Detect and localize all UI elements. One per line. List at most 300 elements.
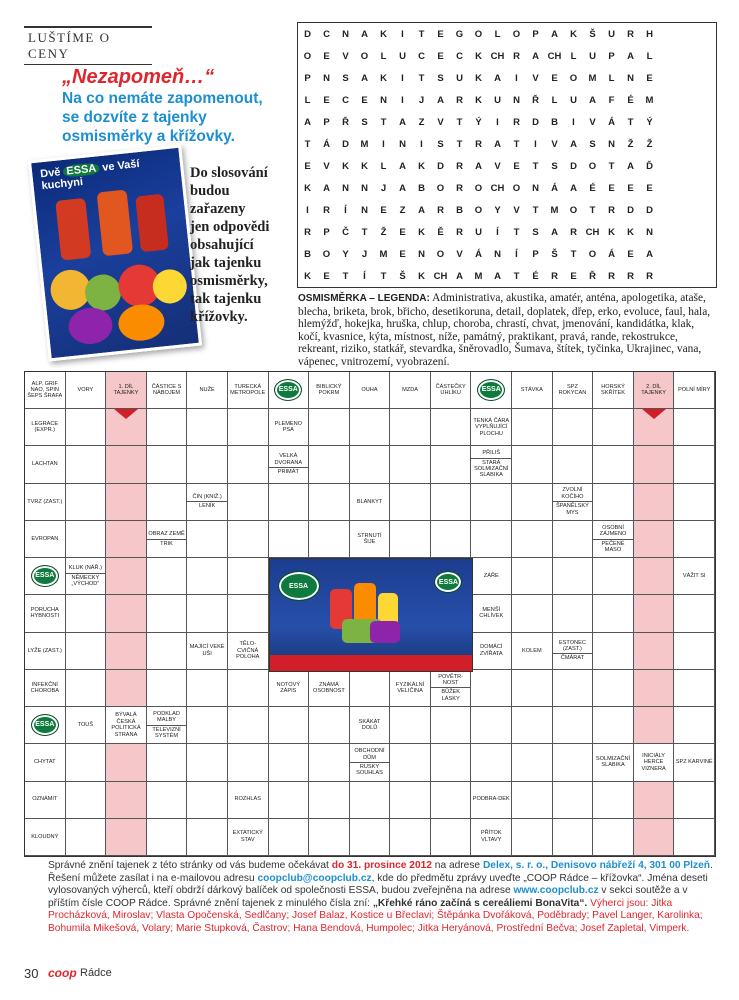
word-grid-letter: O: [436, 182, 445, 194]
word-grid-letter: T: [532, 204, 539, 216]
crossword-answer-cell[interactable]: [674, 595, 715, 632]
crossword-clue-cell: [512, 633, 553, 670]
word-grid-letter: O: [474, 28, 483, 40]
word-grid-letter: C: [456, 50, 463, 62]
crossword-answer-cell[interactable]: [147, 633, 188, 670]
crossword-header-clue: [553, 372, 594, 409]
headline-line-2: se dozvíte z tajenky: [62, 109, 207, 126]
crossword-answer-cell[interactable]: [431, 521, 472, 558]
word-grid-letter: E: [646, 72, 653, 84]
crossword-grid: [24, 371, 716, 857]
crossword-answer-cell[interactable]: [309, 521, 350, 558]
word-grid-letter: V: [513, 204, 520, 216]
crossword-answer-cell[interactable]: [471, 744, 512, 781]
crossword-answer-cell[interactable]: [512, 707, 553, 744]
word-grid-letter: Ý: [646, 116, 653, 128]
word-grid-letter: T: [513, 138, 520, 150]
word-grid-letter: E: [437, 28, 444, 40]
word-grid-letter: K: [627, 226, 634, 238]
crossword-answer-cell[interactable]: [66, 484, 107, 521]
clue-text: VÁŽIT SI: [682, 573, 706, 580]
word-grid-letter: R: [627, 270, 634, 282]
crossword-answer-cell[interactable]: [66, 595, 107, 632]
crossword-answer-cell[interactable]: [553, 670, 594, 707]
crossword-answer-cell[interactable]: [674, 484, 715, 521]
crossword-answer-cell[interactable]: [471, 670, 512, 707]
crossword-answer-cell[interactable]: [634, 670, 675, 707]
crossword-answer-cell[interactable]: [269, 521, 310, 558]
crossword-answer-cell[interactable]: [106, 819, 147, 856]
clue-text: NĚMECKY „VÝCHOD“: [66, 573, 106, 589]
crossword-clue-cell: [471, 446, 512, 483]
word-grid-letter: Ě: [437, 226, 444, 238]
crossword-answer-cell[interactable]: [228, 670, 269, 707]
clue-text: ŠPANĚLSKÝ MYS: [553, 501, 593, 517]
crossword-answer-cell[interactable]: [147, 670, 188, 707]
word-grid-letter: Š: [589, 28, 596, 40]
crossword-answer-cell[interactable]: [593, 819, 634, 856]
crossword-clue-cell: [66, 558, 107, 595]
word-grid-row: [298, 45, 716, 67]
crossword-answer-cell[interactable]: [593, 484, 634, 521]
crossword-answer-cell[interactable]: [187, 670, 228, 707]
magazine-name: Rádce: [80, 967, 112, 979]
word-grid-letter: N: [513, 94, 520, 106]
crossword-answer-cell[interactable]: [66, 670, 107, 707]
crossword-answer-cell[interactable]: [309, 484, 350, 521]
crossword-answer-cell[interactable]: [269, 744, 310, 781]
crossword-answer-cell[interactable]: [228, 744, 269, 781]
word-grid-letter: N: [608, 138, 615, 150]
crossword-answer-cell[interactable]: [228, 446, 269, 483]
crossword-header-clue: [471, 372, 512, 409]
crossword-answer-cell[interactable]: [228, 595, 269, 632]
word-grid-row: [298, 133, 716, 155]
fruit-shape: [97, 189, 134, 256]
crossword-clue-cell: [390, 670, 431, 707]
clue-text: OZNÁMIT: [32, 796, 58, 803]
crossword-answer-cell[interactable]: [106, 521, 147, 558]
word-grid-letter: R: [456, 94, 463, 106]
word-grid-letter: M: [379, 248, 388, 260]
word-grid-letter: K: [418, 160, 425, 172]
clue-text: PŘILIŠ: [482, 450, 501, 457]
word-grid-letter: S: [437, 72, 444, 84]
website-link[interactable]: www.coopclub.cz: [513, 885, 599, 897]
clue-text: MENŠÍ CHLÍVEK: [479, 607, 504, 620]
clue-text: ZÁŘE: [483, 573, 499, 580]
crossword-answer-cell[interactable]: [66, 782, 107, 819]
word-grid-letter: K: [475, 50, 482, 62]
word-grid-letter: B: [418, 182, 425, 194]
crossword-header-clue: [431, 372, 472, 409]
crossword-answer-cell[interactable]: [674, 707, 715, 744]
side-text: [190, 164, 282, 326]
clue-text: SPZ KARVINÉ: [675, 759, 713, 766]
crossword-answer-cell[interactable]: [147, 409, 188, 446]
crossword-clue-cell: [553, 484, 594, 521]
crossword-answer-cell[interactable]: [187, 744, 228, 781]
crossword-answer-cell[interactable]: [66, 633, 107, 670]
crossword-row-clue: [25, 446, 66, 483]
crossword-answer-cell[interactable]: [431, 484, 472, 521]
crossword-answer-cell[interactable]: [390, 744, 431, 781]
crossword-answer-cell[interactable]: [553, 819, 594, 856]
crossword-answer-cell[interactable]: [66, 819, 107, 856]
crossword-answer-cell[interactable]: [228, 409, 269, 446]
word-grid-letter: I: [496, 116, 499, 128]
crossword-answer-cell[interactable]: [309, 707, 350, 744]
clue-text: LEGRACE (EXPR.): [31, 420, 59, 434]
word-grid-letter: L: [646, 50, 653, 62]
headline: [62, 66, 282, 146]
crossword-answer-cell[interactable]: [674, 633, 715, 670]
word-grid-letter: V: [437, 116, 444, 128]
crossword-answer-cell[interactable]: [187, 446, 228, 483]
crossword-answer-cell[interactable]: [593, 670, 634, 707]
crossword-clue-cell: [350, 521, 391, 558]
crossword-clue-cell: [269, 670, 310, 707]
word-grid-letter: O: [588, 248, 597, 260]
word-grid-letter: O: [436, 248, 445, 260]
crossword-answer-cell[interactable]: [390, 707, 431, 744]
crossword-answer-cell[interactable]: [390, 484, 431, 521]
crossword-clue-cell: [269, 446, 310, 483]
word-grid-letter: S: [589, 138, 596, 150]
crossword-answer-cell[interactable]: [66, 446, 107, 483]
crossword-answer-cell[interactable]: [634, 521, 675, 558]
crossword-answer-cell[interactable]: [431, 707, 472, 744]
crossword-answer-cell[interactable]: [390, 521, 431, 558]
crossword-answer-cell[interactable]: [634, 484, 675, 521]
word-grid-letter: S: [342, 72, 349, 84]
word-grid-letter: N: [380, 94, 387, 106]
crossword-clue-cell: [593, 744, 634, 781]
crossword-answer-cell[interactable]: [350, 782, 391, 819]
crossword-answer-cell[interactable]: [634, 633, 675, 670]
crossword-answer-cell[interactable]: [553, 409, 594, 446]
winners-list: Jitka Procházková, Miroslav; Vlasta Opočenská, Sedlčany; Josef Balaz, Kostice u Břeclavi; Štěpánka Dvořáková, Poděbrady; Pavel Langer, Karolinka; Bohumila Mikešová, Volary; Marie Stupková, Častrov; Hana Bendová, Humpolec; Jitka Heryánová, Prostřední Bečva; Josef Zapletal, Vimperk.: [48, 897, 703, 934]
crossword-answer-cell[interactable]: [187, 782, 228, 819]
crossword-answer-cell[interactable]: [553, 782, 594, 819]
crossword-row-clue: [25, 521, 66, 558]
crossword-answer-cell[interactable]: [228, 521, 269, 558]
crossword-answer-cell[interactable]: [512, 558, 553, 595]
crossword-answer-cell[interactable]: [350, 670, 391, 707]
crossword-answer-cell[interactable]: [553, 446, 594, 483]
word-grid-letter: K: [304, 182, 311, 194]
word-grid-letter: T: [418, 72, 425, 84]
crossword-clue-cell: [471, 558, 512, 595]
word-grid-letter: R: [513, 50, 520, 62]
crossword-answer-cell[interactable]: [674, 670, 715, 707]
clue-text: NOTOVÝ ZÁPIS: [276, 681, 301, 694]
clue-text: TENKÁ ČÁRA VYPLŇUJÍCÍ PLOCHU: [473, 417, 510, 437]
word-grid-letter: Ž: [627, 138, 634, 150]
word-grid-letter: M: [550, 204, 559, 216]
crossword-answer-cell[interactable]: [390, 446, 431, 483]
word-grid-letter: E: [304, 160, 311, 172]
crossword-answer-cell[interactable]: [106, 484, 147, 521]
clue-text: TURECKÁ METROPOLE: [230, 383, 266, 397]
word-grid-letter: T: [361, 226, 368, 238]
essa-logo-icon: ESSA: [434, 571, 462, 593]
tajenka-start-marker: [642, 409, 666, 419]
crossword-answer-cell[interactable]: [634, 595, 675, 632]
side-text-line: tak tajenku: [190, 291, 262, 307]
crossword-clue-cell: [471, 819, 512, 856]
crossword-clue-cell: [106, 707, 147, 744]
word-grid-letter: E: [323, 270, 330, 282]
crossword-answer-cell[interactable]: [309, 744, 350, 781]
crossword-answer-cell[interactable]: [350, 409, 391, 446]
crossword-answer-cell[interactable]: [390, 782, 431, 819]
crossword-answer-cell[interactable]: [106, 446, 147, 483]
word-grid-letter: A: [494, 72, 501, 84]
crossword-answer-cell[interactable]: [147, 744, 188, 781]
crossword-answer-cell[interactable]: [106, 633, 147, 670]
crossword-answer-cell[interactable]: [512, 670, 553, 707]
crossword-answer-cell[interactable]: [147, 782, 188, 819]
clue-text: TRIK: [147, 539, 187, 548]
crossword-answer-cell[interactable]: [106, 782, 147, 819]
deadline-date: do 31. prosince 2012: [331, 860, 432, 871]
crossword-answer-cell[interactable]: [106, 595, 147, 632]
crossword-answer-cell[interactable]: [634, 446, 675, 483]
crossword-answer-cell[interactable]: [187, 819, 228, 856]
crossword-answer-cell[interactable]: [431, 744, 472, 781]
poster-title-prefix: Dvě: [39, 166, 62, 181]
word-grid-letter: V: [494, 160, 501, 172]
legend-text: Administrativa, akustika, amatér, anténa, apologetika, ataše, blecha, briketa, brok, břicho, desetikoruna, detail, doplatek, dřep, erko, evoluce, faul, hala, hlemýžď, hokejka, hruška, chlup, choroba, chrastí, chvat, jmenování, kandidátka, klak, kočí, kvasnice, kýta, místnost, níže, památný, praktikant, pravá, rande, rekostrukce, rekreant, riziko, statkář, stevardka, šněrovadlo, Šumava, štítek, tyčinka, Ukrajinec, vana, vápenec, vnitrozemí, vyobrazení.: [298, 292, 711, 368]
word-grid-letter: E: [627, 248, 634, 260]
word-grid-letter: Y: [494, 204, 501, 216]
crossword-answer-cell[interactable]: [512, 484, 553, 521]
crossword-answer-cell[interactable]: [187, 521, 228, 558]
word-grid-letter: Á: [323, 138, 330, 150]
word-grid-letter: T: [304, 138, 311, 150]
crossword-answer-cell[interactable]: [147, 819, 188, 856]
crossword-answer-cell[interactable]: [390, 409, 431, 446]
crossword-answer-cell[interactable]: [512, 521, 553, 558]
word-grid-letter: E: [399, 226, 406, 238]
crossword-row-clue: [25, 670, 66, 707]
clue-text: CHYTAT: [34, 759, 56, 766]
word-grid-letter: T: [589, 204, 596, 216]
crossword-answer-cell[interactable]: [593, 409, 634, 446]
crossword-answer-cell[interactable]: [228, 707, 269, 744]
crossword-answer-cell[interactable]: [553, 521, 594, 558]
crossword-answer-cell[interactable]: [350, 446, 391, 483]
crossword-answer-cell[interactable]: [228, 558, 269, 595]
word-grid-letter: Á: [551, 182, 558, 194]
crossword-answer-cell[interactable]: [593, 446, 634, 483]
crossword-answer-cell[interactable]: [390, 819, 431, 856]
clue-text: TELEVIZNÍ SYSTÉM: [147, 725, 187, 741]
word-grid-letter: N: [646, 226, 653, 238]
clue-text: PEČENÉ MASO: [593, 539, 633, 555]
crossword-answer-cell[interactable]: [512, 782, 553, 819]
crossword-answer-cell[interactable]: [309, 446, 350, 483]
footer-text-part: Správné znění tajenek z této stránky od vás budeme očekávat: [48, 860, 332, 871]
word-grid-row: [298, 23, 716, 45]
crossword-answer-cell[interactable]: [309, 409, 350, 446]
side-text-line: osmisměrky,: [190, 273, 268, 289]
crossword-answer-cell[interactable]: [147, 595, 188, 632]
word-grid-row: [298, 155, 716, 177]
clue-text: LACHTAN: [31, 461, 58, 468]
crossword-answer-cell[interactable]: [106, 558, 147, 595]
word-grid-letter: A: [494, 138, 501, 150]
word-grid-letter: R: [475, 138, 482, 150]
crossword-answer-cell[interactable]: [228, 484, 269, 521]
crossword-answer-cell[interactable]: [431, 409, 472, 446]
word-grid-letter: K: [418, 270, 425, 282]
crossword-answer-cell[interactable]: [66, 521, 107, 558]
word-search-grid: [297, 22, 717, 288]
word-grid-letter: P: [323, 226, 330, 238]
crossword-answer-cell[interactable]: [593, 595, 634, 632]
word-grid-letter: Ý: [475, 116, 482, 128]
essa-logo-icon: ESSA: [31, 565, 59, 587]
word-grid-letter: A: [570, 182, 577, 194]
crossword-answer-cell[interactable]: [512, 744, 553, 781]
word-grid-letter: U: [570, 94, 577, 106]
crossword-answer-cell[interactable]: [147, 446, 188, 483]
crossword-row-clue: [25, 409, 66, 446]
word-grid-letter: E: [437, 50, 444, 62]
word-grid-letter: E: [323, 50, 330, 62]
word-grid-letter: L: [304, 94, 311, 106]
crossword-answer-cell[interactable]: [674, 782, 715, 819]
crossword-clue-cell: [187, 484, 228, 521]
footer-text: [48, 860, 718, 936]
crossword-clue-cell: [553, 633, 594, 670]
crossword-answer-cell[interactable]: [309, 819, 350, 856]
clue-text: PLEMENO PSA: [274, 420, 302, 434]
word-grid-letter: K: [418, 226, 425, 238]
crossword-answer-cell[interactable]: [634, 558, 675, 595]
crossword-answer-cell[interactable]: [66, 409, 107, 446]
clue-text: 2. DÍL TAJENKY: [641, 383, 666, 397]
crossword-answer-cell[interactable]: [593, 707, 634, 744]
crossword-answer-cell[interactable]: [674, 409, 715, 446]
crossword-answer-cell[interactable]: [187, 707, 228, 744]
word-grid-letter: T: [532, 160, 539, 172]
word-grid-letter: Í: [515, 248, 518, 260]
word-grid-row: [298, 243, 716, 265]
crossword-answer-cell[interactable]: [471, 707, 512, 744]
word-grid-letter: Ž: [646, 138, 653, 150]
word-grid-letter: I: [572, 116, 575, 128]
crossword-answer-cell[interactable]: [634, 819, 675, 856]
crossword-answer-cell[interactable]: [593, 633, 634, 670]
word-grid-letter: L: [380, 50, 387, 62]
word-grid-letter: I: [420, 138, 423, 150]
clue-text: SPZ ROKYCAN: [558, 383, 587, 397]
crossword-answer-cell[interactable]: [674, 521, 715, 558]
word-grid-letter: E: [380, 204, 387, 216]
word-grid-letter: T: [570, 248, 577, 260]
word-grid-letter: B: [304, 248, 311, 260]
crossword-answer-cell[interactable]: [593, 782, 634, 819]
crossword-row-clue: [25, 707, 66, 744]
crossword-answer-cell[interactable]: [634, 782, 675, 819]
crossword-answer-cell[interactable]: [187, 558, 228, 595]
crossword-answer-cell[interactable]: [269, 819, 310, 856]
clue-text: LENÍK: [187, 501, 227, 510]
word-grid-letter: D: [646, 204, 653, 216]
crossword-answer-cell[interactable]: [512, 446, 553, 483]
crossword-answer-cell[interactable]: [187, 409, 228, 446]
word-grid-letter: L: [380, 160, 387, 172]
clue-text: PŘÍTOK VLTAVY: [480, 830, 502, 843]
crossword-answer-cell[interactable]: [431, 782, 472, 819]
crossword-answer-cell[interactable]: [512, 819, 553, 856]
crossword-clue-cell: [228, 782, 269, 819]
word-grid-letter: A: [399, 116, 406, 128]
word-grid-letter: I: [515, 72, 518, 84]
crossword-header-clue: [106, 372, 147, 409]
crossword-answer-cell[interactable]: [674, 446, 715, 483]
crossword-answer-cell[interactable]: [309, 782, 350, 819]
crossword-answer-cell[interactable]: [674, 819, 715, 856]
product-shape: [370, 621, 400, 643]
clue-text: ČMÁRAT: [553, 653, 593, 662]
crossword-answer-cell[interactable]: [147, 484, 188, 521]
crossword-answer-cell[interactable]: [269, 782, 310, 819]
clue-text: BLANKYT: [356, 498, 383, 505]
crossword-answer-cell[interactable]: [106, 670, 147, 707]
word-grid-letter: A: [551, 28, 558, 40]
crossword-answer-cell[interactable]: [350, 819, 391, 856]
crossword-answer-cell[interactable]: [471, 484, 512, 521]
crossword-answer-cell[interactable]: [512, 595, 553, 632]
word-grid-row: [298, 221, 716, 243]
word-grid-letter: T: [418, 28, 425, 40]
crossword-answer-cell[interactable]: [553, 595, 594, 632]
section-title: LUŠTÍME O CENY: [24, 26, 152, 65]
crossword-answer-cell[interactable]: [106, 744, 147, 781]
crossword-answer-cell[interactable]: [147, 558, 188, 595]
crossword-answer-cell[interactable]: [471, 521, 512, 558]
crossword-answer-cell[interactable]: [187, 595, 228, 632]
word-grid-letter: F: [608, 94, 615, 106]
clue-text: RUSKY SOUHLAS: [350, 762, 390, 778]
clue-text: VORY: [77, 386, 94, 393]
crossword-answer-cell[interactable]: [553, 744, 594, 781]
word-grid-letter: V: [532, 72, 539, 84]
crossword-clue-cell: [674, 558, 715, 595]
crossword-clue-cell: [350, 707, 391, 744]
crossword-answer-cell[interactable]: [634, 707, 675, 744]
crossword-answer-cell[interactable]: [269, 484, 310, 521]
crossword-answer-cell[interactable]: [553, 558, 594, 595]
word-grid-letter: D: [437, 160, 444, 172]
crossword-answer-cell[interactable]: [431, 446, 472, 483]
crossword-answer-cell[interactable]: [66, 744, 107, 781]
crossword-answer-cell[interactable]: [269, 707, 310, 744]
word-grid-letter: P: [532, 248, 539, 260]
word-grid-letter: P: [323, 116, 330, 128]
email-link[interactable]: coopclub@coopclub.cz: [257, 872, 372, 884]
crossword-answer-cell[interactable]: [431, 819, 472, 856]
word-grid-letter: N: [342, 182, 349, 194]
crossword-answer-cell[interactable]: [553, 707, 594, 744]
crossword-answer-cell[interactable]: [512, 409, 553, 446]
crossword-answer-cell[interactable]: [593, 558, 634, 595]
word-grid-letter: L: [570, 50, 577, 62]
